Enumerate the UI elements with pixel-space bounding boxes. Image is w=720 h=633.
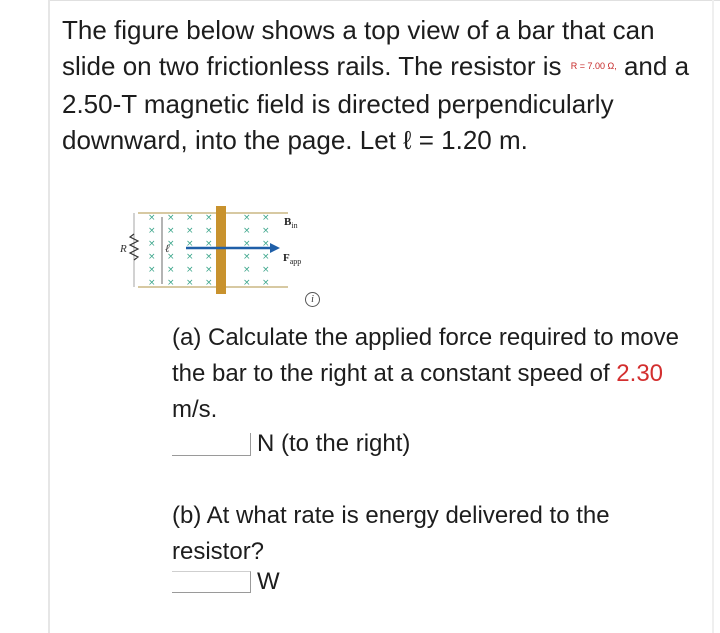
force-arrowhead [270, 243, 280, 253]
part-a-unit: N (to the right) [257, 430, 411, 457]
field-cross: × [262, 252, 270, 262]
field-cross: × [148, 278, 156, 288]
field-cross: × [262, 213, 270, 223]
info-icon[interactable]: i [305, 292, 320, 307]
field-cross: × [205, 226, 213, 236]
field-cross: × [262, 265, 270, 275]
part-b-answer-input[interactable] [172, 571, 251, 593]
field-cross: × [205, 239, 213, 249]
field-cross: × [243, 265, 251, 275]
field-cross: × [243, 213, 251, 223]
field-cross: × [148, 252, 156, 262]
left-border [48, 0, 50, 633]
field-label: $B_{in}$ [284, 216, 298, 230]
field-cross: × [186, 265, 194, 275]
field-cross: × [205, 213, 213, 223]
part-a-answer-row [172, 428, 410, 460]
field-cross: × [243, 252, 251, 262]
field-cross: × [148, 239, 156, 249]
field-cross: × [167, 239, 175, 249]
problem-rest: and a 2.50-T magnetic field is directed perpendicularly downward, into the page. Let ℓ = 1.20 m. [62, 51, 690, 156]
part-a-text-end: m/s. [172, 396, 218, 423]
field-cross: × [186, 226, 194, 236]
field-cross: × [205, 278, 213, 288]
part-b-answer-row [172, 566, 280, 598]
right-border [712, 0, 714, 633]
part-b-question: (b) At what rate is energy delivered to the resistor? [172, 502, 610, 565]
field-cross: × [148, 226, 156, 236]
field-cross: × [205, 252, 213, 262]
field-cross: × [262, 226, 270, 236]
field-cross: × [243, 239, 251, 249]
field-cross: × [186, 278, 194, 288]
field-cross: × [167, 252, 175, 262]
top-border [50, 0, 720, 6]
field-cross: × [262, 239, 270, 249]
field-cross: × [148, 265, 156, 275]
field-cross: × [186, 213, 194, 223]
resistor-label: R [120, 243, 127, 255]
problem-statement [62, 12, 702, 158]
field-cross: × [262, 278, 270, 288]
field-cross: × [167, 278, 175, 288]
part-a-text: (a) Calculate the applied force required to move the bar to the right at a constant speed of [172, 324, 679, 387]
part-a-question [172, 320, 692, 428]
field-cross: × [243, 278, 251, 288]
field-cross: × [186, 239, 194, 249]
part-b-unit: W [257, 568, 280, 595]
speed-value: 2.30 [616, 360, 664, 387]
field-cross: × [167, 265, 175, 275]
field-cross: × [167, 213, 175, 223]
length-label: ℓ [165, 243, 170, 255]
problem-intro: The figure below shows a top view of a bar that can slide on two frictionless rails. The resistor is [62, 15, 655, 81]
force-label: $F_{app}$ [283, 252, 302, 266]
rail-bar-figure [118, 200, 318, 300]
field-cross: × [148, 213, 156, 223]
field-cross: × [243, 226, 251, 236]
field-cross: × [186, 252, 194, 262]
field-cross: × [167, 226, 175, 236]
resistor-value: R = 7.00 Ω, [570, 61, 617, 72]
part-a-answer-input[interactable] [172, 433, 251, 456]
sliding-bar [216, 206, 226, 294]
field-cross: × [205, 265, 213, 275]
